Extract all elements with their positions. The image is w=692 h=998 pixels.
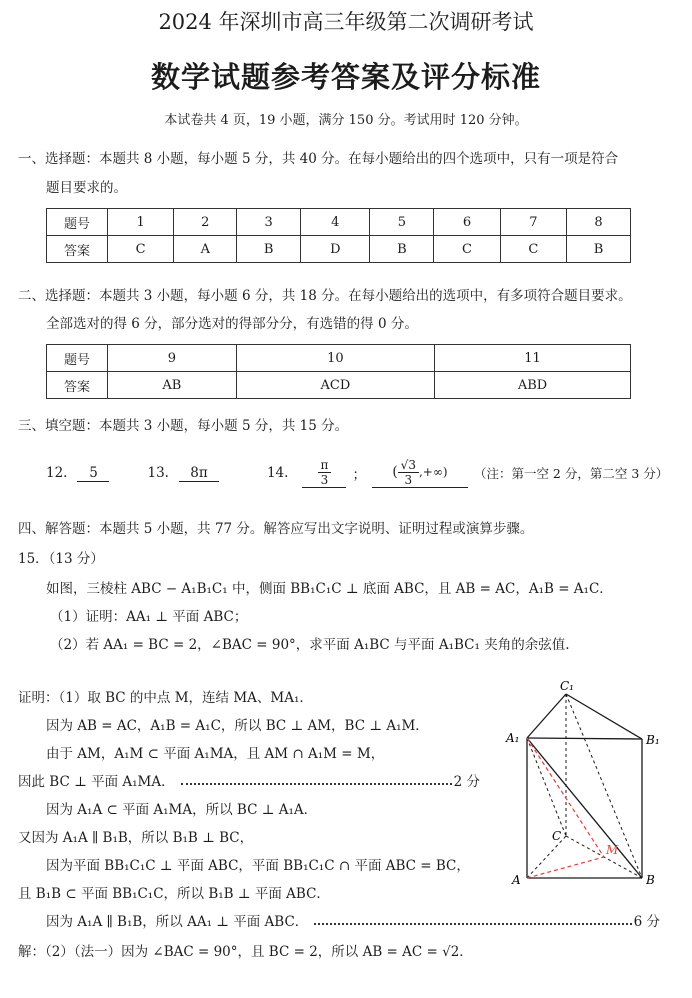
row-label-answer: 答案 (47, 372, 108, 399)
score-mark: 6 分 (633, 914, 660, 930)
q13-label: 13. (147, 465, 169, 481)
proof-text: 因此 BC ⊥ 平面 A₁MA． (18, 774, 175, 790)
row-label-answer: 答案 (47, 236, 108, 263)
denominator: 3 (320, 473, 329, 487)
page-title: 数学试题参考答案及评分标准 (150, 60, 541, 94)
q14-label: 14. (266, 465, 289, 481)
section1-instructions-line2: 题目要求的。 (46, 180, 127, 196)
label-a: A (512, 873, 521, 887)
answer-cell: ACD (236, 372, 434, 399)
exam-header-title: 2024 年深圳市高三年级第二次调研考试 (158, 10, 534, 34)
fraction (398, 458, 419, 487)
label-m: M (606, 843, 619, 857)
proof-line-9 (46, 910, 660, 930)
proof-line-2: 因为 AB = AC，A₁B = A₁C，所以 BC ⊥ AM，BC ⊥ A₁M． (46, 718, 429, 734)
denominator: 3 (404, 473, 413, 487)
q15-header: 15．（13 分） (18, 551, 104, 567)
q14-note: （注：第一空 2 分，第二空 3 分） (473, 466, 669, 481)
label-a1: A₁ (506, 731, 520, 745)
question-number: 8 (567, 209, 631, 236)
numerator: π (318, 458, 332, 473)
proof-line-7: 因为平面 BB₁C₁C ⊥ 平面 ABC，平面 BB₁C₁C ∩ 平面 ABC = BC， (46, 858, 470, 874)
q15-part2: （2）若 AA₁ = BC = 2，∠BAC = 90°，求平面 A₁BC 与平面 A₁BC₁ 夹角的余弦值. (50, 637, 570, 653)
section4-instructions: 四、解答题：本题共 5 小题，共 77 分。解答应写出文字说明、证明过程或演算步骤。 (18, 521, 534, 537)
label-b: B (646, 873, 655, 887)
proof-line-5: 因为 A₁A ⊂ 平面 A₁MA，所以 BC ⊥ A₁A． (46, 802, 318, 818)
numerator: √3 (398, 458, 419, 473)
question-number: 9 (108, 345, 237, 372)
q13-answer: 8π (179, 465, 219, 482)
exam-info: 本试卷共 4 页，19 小题，满分 150 分。考试用时 120 分钟。 (164, 113, 528, 128)
label-c1: C₁ (560, 679, 574, 693)
leader-dots (181, 770, 452, 785)
proof-line-4 (18, 770, 480, 790)
edge-c1b1 (566, 694, 642, 739)
edge-a1c1 (527, 694, 566, 738)
fraction (318, 458, 332, 487)
question-number: 3 (237, 209, 301, 236)
section2-answer-table (46, 344, 631, 399)
question-number: 7 (500, 209, 566, 236)
question-number: 5 (370, 209, 434, 236)
table-row (47, 345, 631, 372)
answer-cell: A (174, 236, 237, 263)
answer-cell: B (567, 236, 631, 263)
section3-instructions: 三、填空题：本题共 3 小题，每小题 5 分，共 15 分。 (18, 418, 349, 434)
row-label-question: 题号 (47, 209, 108, 236)
answer-cell: C (108, 236, 174, 263)
answer-cell: B (370, 236, 434, 263)
proof-text: 因为 A₁A ∥ B₁B，所以 AA₁ ⊥ 平面 ABC． (46, 914, 309, 930)
q15-stem: 如图，三棱柱 ABC − A₁B₁C₁ 中，侧面 BB₁C₁C ⊥ 底面 ABC，且 AB = AC，A₁B = A₁C． (46, 581, 613, 597)
q14-separator: ； (352, 467, 366, 483)
answer-cell: D (301, 236, 370, 263)
score-mark: 2 分 (453, 774, 480, 790)
section1-instructions-line1: 一、选择题：本题共 8 小题，每小题 5 分，共 40 分。在每小题给出的四个选项中，只有一项是符合 (18, 151, 619, 167)
open-paren: ( (392, 464, 398, 480)
label-b1: B₁ (646, 733, 660, 747)
label-c: C (552, 829, 562, 843)
q14-answer-2 (372, 458, 468, 488)
leader-dots (314, 910, 631, 925)
answer-cell: ABD (435, 372, 631, 399)
question-number: 10 (236, 345, 434, 372)
prism-figure (500, 676, 670, 896)
proof-line-1: 证明：（1）取 BC 的中点 M，连结 MA、MA₁． (18, 690, 313, 706)
question-number: 2 (174, 209, 237, 236)
question-number: 4 (301, 209, 370, 236)
proof-line-3: 由于 AM，A₁M ⊂ 平面 A₁MA，且 AM ∩ A₁M = M， (46, 746, 385, 762)
q14-answer-1 (302, 458, 346, 488)
fill-in-answers (46, 456, 668, 490)
row-label-question: 题号 (47, 345, 108, 372)
hidden-segment-c1b (566, 694, 642, 878)
answer-cell: AB (108, 372, 237, 399)
table-row (47, 209, 631, 236)
q12-label: 12. (46, 465, 68, 481)
section2-instructions-line1: 二、选择题：本题共 3 小题，每小题 6 分，共 18 分。在每小题给出的选项中，有多项符合题目要求。 (18, 288, 632, 304)
table-row (47, 236, 631, 263)
table-row (47, 372, 631, 399)
question-number: 1 (108, 209, 174, 236)
answer-cell: B (237, 236, 301, 263)
proof-line-8: 且 B₁B ⊂ 平面 BB₁C₁C，所以 B₁B ⊥ 平面 ABC． (18, 886, 330, 902)
solution-line-1: 解：（2）（法一）因为 ∠BAC = 90°，且 BC = 2，所以 AB = AC = √2． (18, 944, 473, 960)
red-segment-am (527, 857, 604, 878)
interval-tail: ,+∞) (418, 465, 448, 479)
answer-cell: C (434, 236, 500, 263)
question-number: 6 (434, 209, 500, 236)
question-number: 11 (435, 345, 631, 372)
section1-answer-table (46, 208, 631, 263)
section2-instructions-line2: 全部选对的得 6 分，部分选对的得部分分，有选错的得 0 分。 (46, 316, 418, 332)
answer-cell: C (500, 236, 566, 263)
q15-part1: （1）证明：AA₁ ⊥ 平面 ABC； (50, 609, 248, 625)
proof-line-6: 又因为 A₁A ∥ B₁B，所以 B₁B ⊥ BC， (18, 830, 254, 846)
q12-answer: 5 (77, 465, 109, 482)
hidden-segment-a1c (527, 738, 566, 836)
segment-a1b (527, 738, 642, 878)
